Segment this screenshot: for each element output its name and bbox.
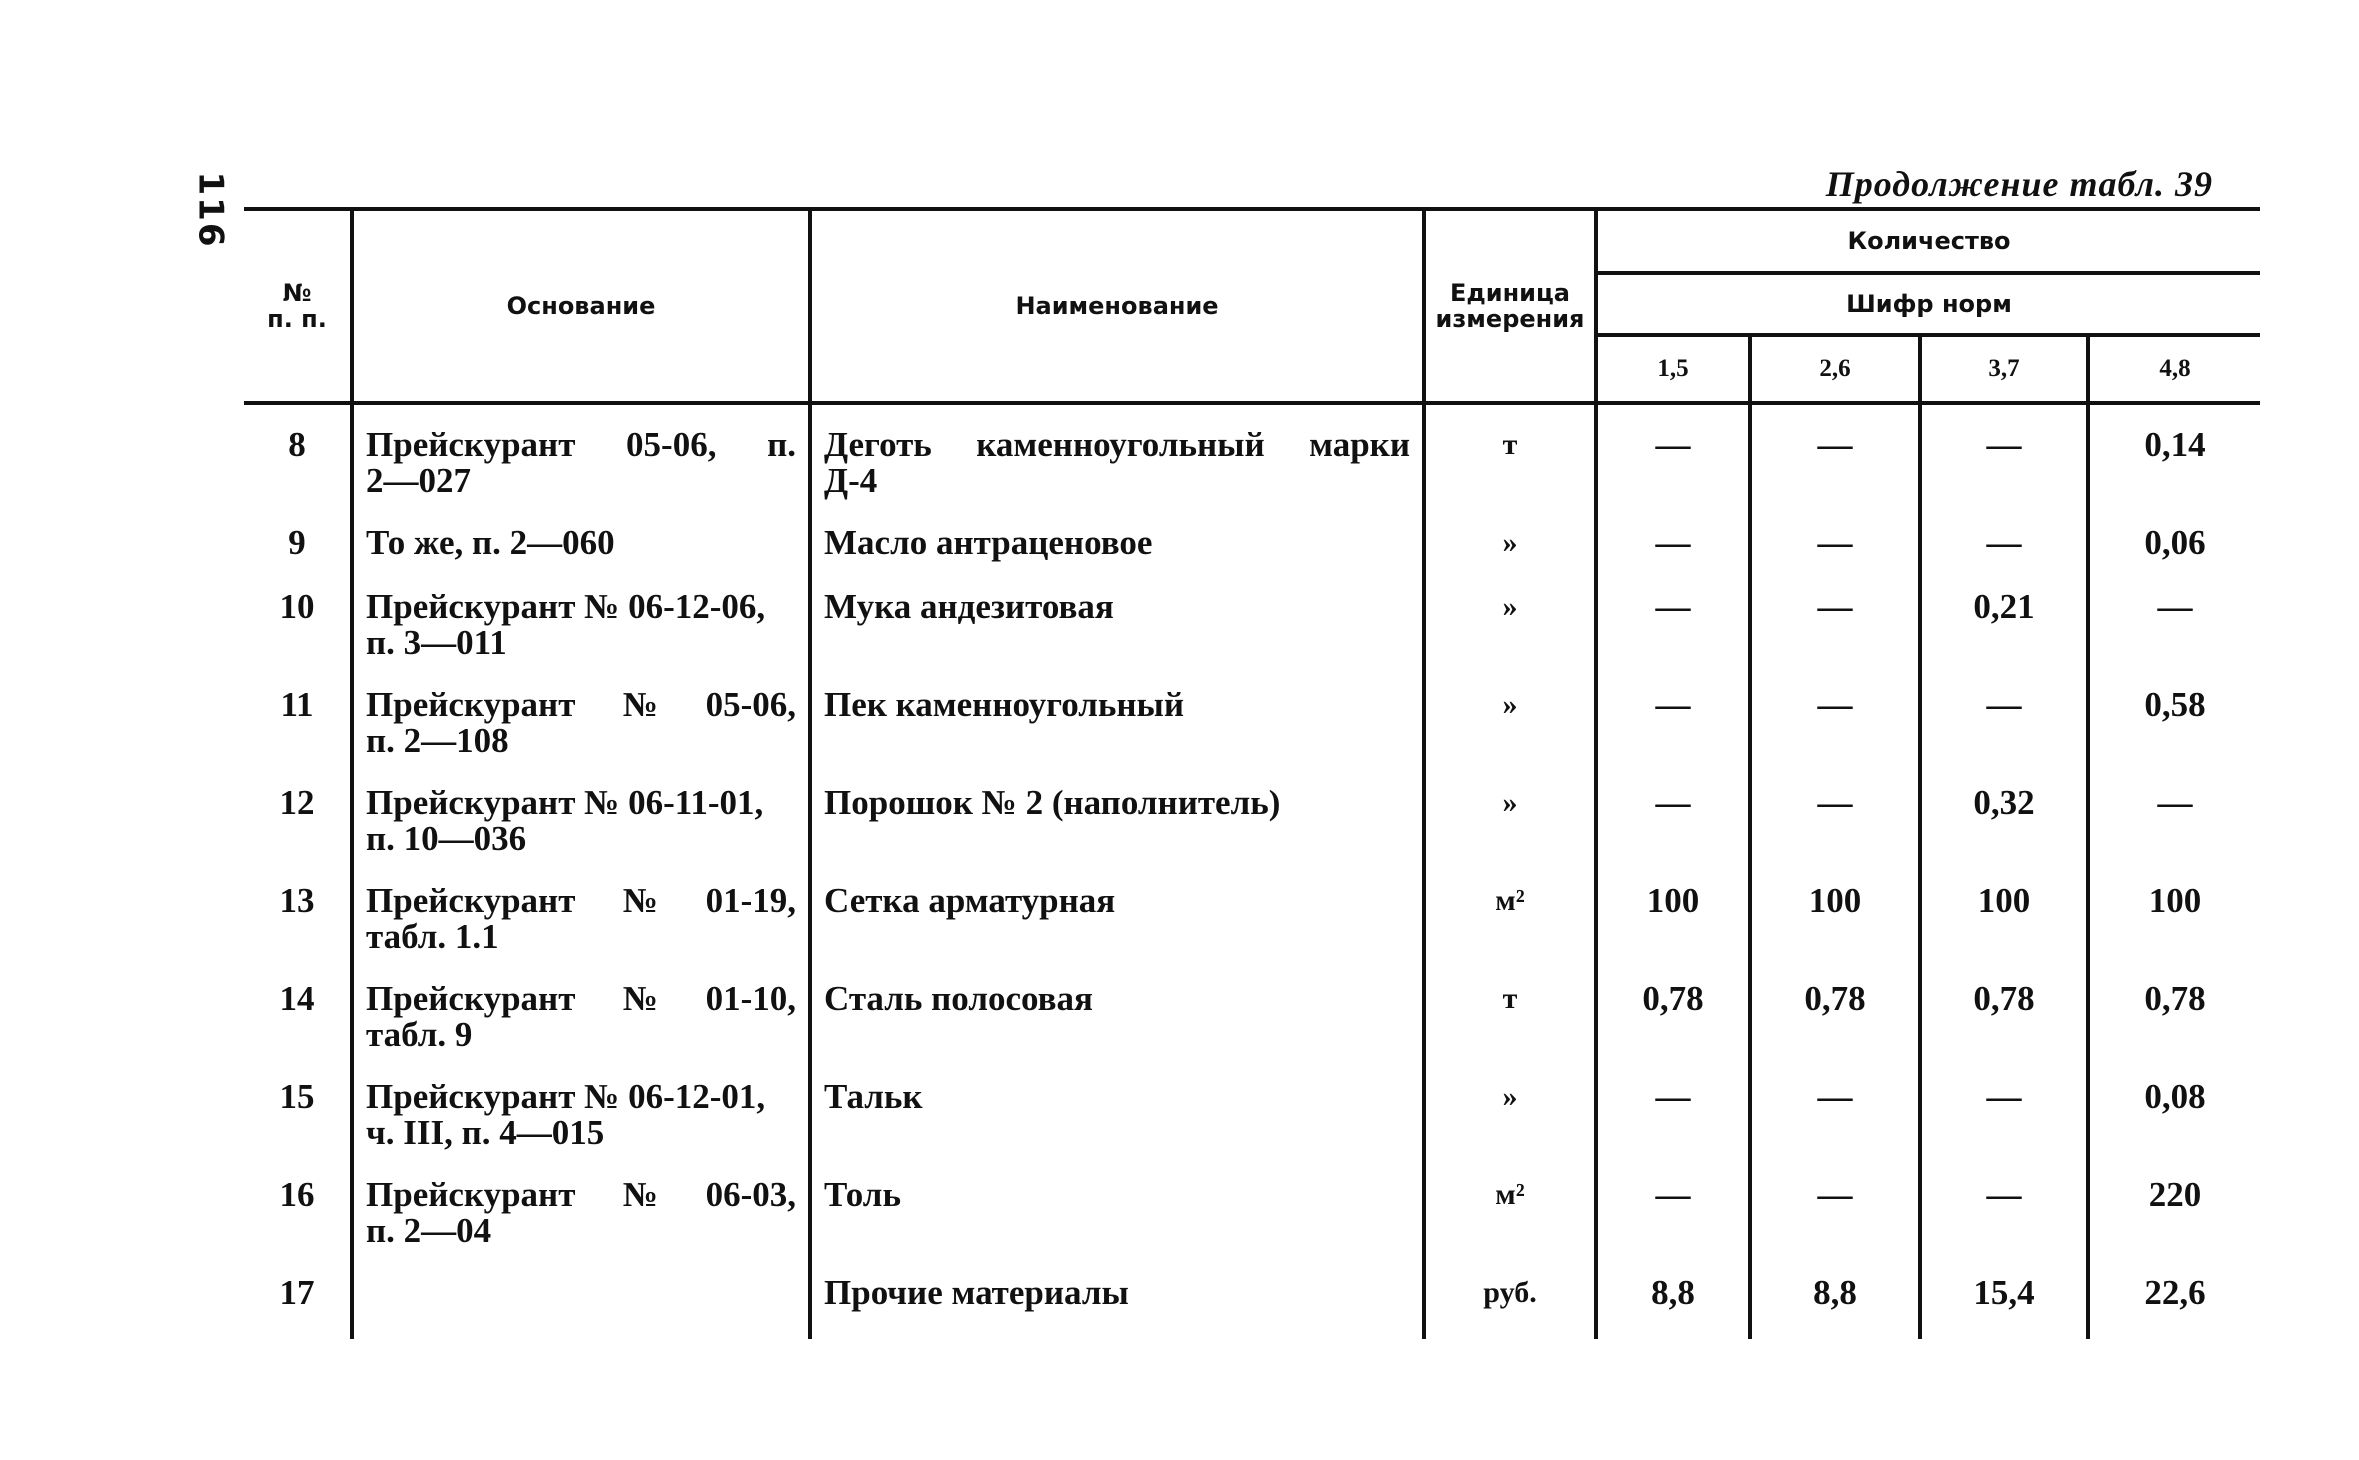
row-name: Толь — [810, 1177, 1424, 1275]
row-name: Пек каменноугольный — [810, 687, 1424, 785]
row-qty-3: — — [1920, 403, 2088, 525]
row-qty-4: — — [2088, 589, 2260, 687]
row-unit: » — [1424, 687, 1596, 785]
row-qty-4: 22,6 — [2088, 1275, 2260, 1339]
row-base: Прейскурант 05-06, п. 2—027 — [352, 403, 810, 525]
row-name: Деготь каменноугольный марки Д-4 — [810, 403, 1424, 525]
header-code-3: 3,7 — [1920, 335, 2088, 403]
row-qty-1: — — [1596, 1177, 1750, 1275]
row-base: То же, п. 2—060 — [352, 525, 810, 589]
row-unit: руб. — [1424, 1275, 1596, 1339]
header-base: Основание — [352, 209, 810, 403]
row-name: Масло антраценовое — [810, 525, 1424, 589]
page-number: 116 — [190, 171, 231, 249]
row-qty-2: — — [1750, 525, 1920, 589]
row-name: Прочие материалы — [810, 1275, 1424, 1339]
row-qty-1: — — [1596, 589, 1750, 687]
table-row — [244, 1275, 2260, 1339]
row-qty-4: 100 — [2088, 883, 2260, 981]
row-qty-3: — — [1920, 687, 2088, 785]
row-qty-4: 220 — [2088, 1177, 2260, 1275]
table-row — [244, 785, 2260, 883]
header-code-4: 4,8 — [2088, 335, 2260, 403]
table-row — [244, 1177, 2260, 1275]
row-base: Прейскурант № 06-03, п. 2—04 — [352, 1177, 810, 1275]
header-num: № п. п. — [267, 279, 327, 333]
table-row — [244, 589, 2260, 687]
row-qty-2: 100 — [1750, 883, 1920, 981]
row-qty-4: 0,58 — [2088, 687, 2260, 785]
row-base — [352, 1275, 810, 1339]
header-norm-code: Шифр норм — [1596, 273, 2260, 335]
row-number: 12 — [279, 783, 315, 822]
row-number: 10 — [279, 587, 315, 626]
table-row — [244, 687, 2260, 785]
continuation-caption: Продолжение табл. 39 — [1825, 164, 2213, 204]
row-qty-3: 0,21 — [1920, 589, 2088, 687]
row-qty-1: 8,8 — [1596, 1275, 1750, 1339]
row-base: Прейскурант № 06-12-01, ч. III, п. 4—015 — [352, 1079, 810, 1177]
row-qty-1: 100 — [1596, 883, 1750, 981]
row-qty-1: 0,78 — [1596, 981, 1750, 1079]
row-unit: м² — [1424, 1177, 1596, 1275]
row-number: 17 — [279, 1273, 315, 1312]
row-number: 14 — [279, 979, 315, 1018]
row-qty-2: — — [1750, 687, 1920, 785]
table-row — [244, 403, 2260, 525]
row-qty-4: — — [2088, 785, 2260, 883]
row-unit: » — [1424, 785, 1596, 883]
row-qty-2: — — [1750, 1079, 1920, 1177]
row-qty-1: — — [1596, 785, 1750, 883]
row-qty-2: 0,78 — [1750, 981, 1920, 1079]
row-unit: т — [1424, 981, 1596, 1079]
row-number: 16 — [279, 1175, 315, 1214]
table-row — [244, 1079, 2260, 1177]
row-qty-1: — — [1596, 525, 1750, 589]
row-number: 13 — [279, 881, 315, 920]
row-base: Прейскурант № 01-19, табл. 1.1 — [352, 883, 810, 981]
row-name: Мука андезитовая — [810, 589, 1424, 687]
row-qty-3: 15,4 — [1920, 1275, 2088, 1339]
row-qty-3: — — [1920, 1177, 2088, 1275]
row-qty-2: — — [1750, 403, 1920, 525]
row-qty-1: — — [1596, 1079, 1750, 1177]
row-base: Прейскурант № 06-11-01, п. 10—036 — [352, 785, 810, 883]
row-qty-2: 8,8 — [1750, 1275, 1920, 1339]
row-qty-3: — — [1920, 1079, 2088, 1177]
row-unit: т — [1424, 403, 1596, 525]
row-number: 8 — [288, 425, 306, 464]
row-qty-1: — — [1596, 687, 1750, 785]
row-unit: » — [1424, 1079, 1596, 1177]
row-qty-4: 0,08 — [2088, 1079, 2260, 1177]
materials-table — [244, 207, 2260, 1339]
row-number: 15 — [279, 1077, 315, 1116]
header-name: Наименование — [810, 209, 1424, 403]
header-code-1: 1,5 — [1596, 335, 1750, 403]
row-qty-3: 0,78 — [1920, 981, 2088, 1079]
header-code-2: 2,6 — [1750, 335, 1920, 403]
row-qty-4: 0,14 — [2088, 403, 2260, 525]
table-row — [244, 525, 2260, 589]
header-quantity: Количество — [1596, 209, 2260, 273]
row-base: Прейскурант № 05-06, п. 2—108 — [352, 687, 810, 785]
row-qty-2: — — [1750, 785, 1920, 883]
row-base: Прейскурант № 06-12-06, п. 3—011 — [352, 589, 810, 687]
row-name: Порошок № 2 (наполнитель) — [810, 785, 1424, 883]
row-qty-3: 100 — [1920, 883, 2088, 981]
row-qty-4: 0,06 — [2088, 525, 2260, 589]
row-qty-3: — — [1920, 525, 2088, 589]
row-qty-2: — — [1750, 1177, 1920, 1275]
row-unit: м² — [1424, 883, 1596, 981]
row-unit: » — [1424, 589, 1596, 687]
row-unit: » — [1424, 525, 1596, 589]
row-number: 11 — [280, 685, 314, 724]
row-name: Сетка арматурная — [810, 883, 1424, 981]
table-row — [244, 883, 2260, 981]
row-name: Тальк — [810, 1079, 1424, 1177]
row-base: Прейскурант № 01-10, табл. 9 — [352, 981, 810, 1079]
row-name: Сталь полосовая — [810, 981, 1424, 1079]
row-qty-1: — — [1596, 403, 1750, 525]
row-qty-3: 0,32 — [1920, 785, 2088, 883]
table-row — [244, 981, 2260, 1079]
row-qty-2: — — [1750, 589, 1920, 687]
row-qty-4: 0,78 — [2088, 981, 2260, 1079]
header-unit: Единица измерения — [1424, 209, 1596, 403]
row-number: 9 — [288, 523, 306, 562]
